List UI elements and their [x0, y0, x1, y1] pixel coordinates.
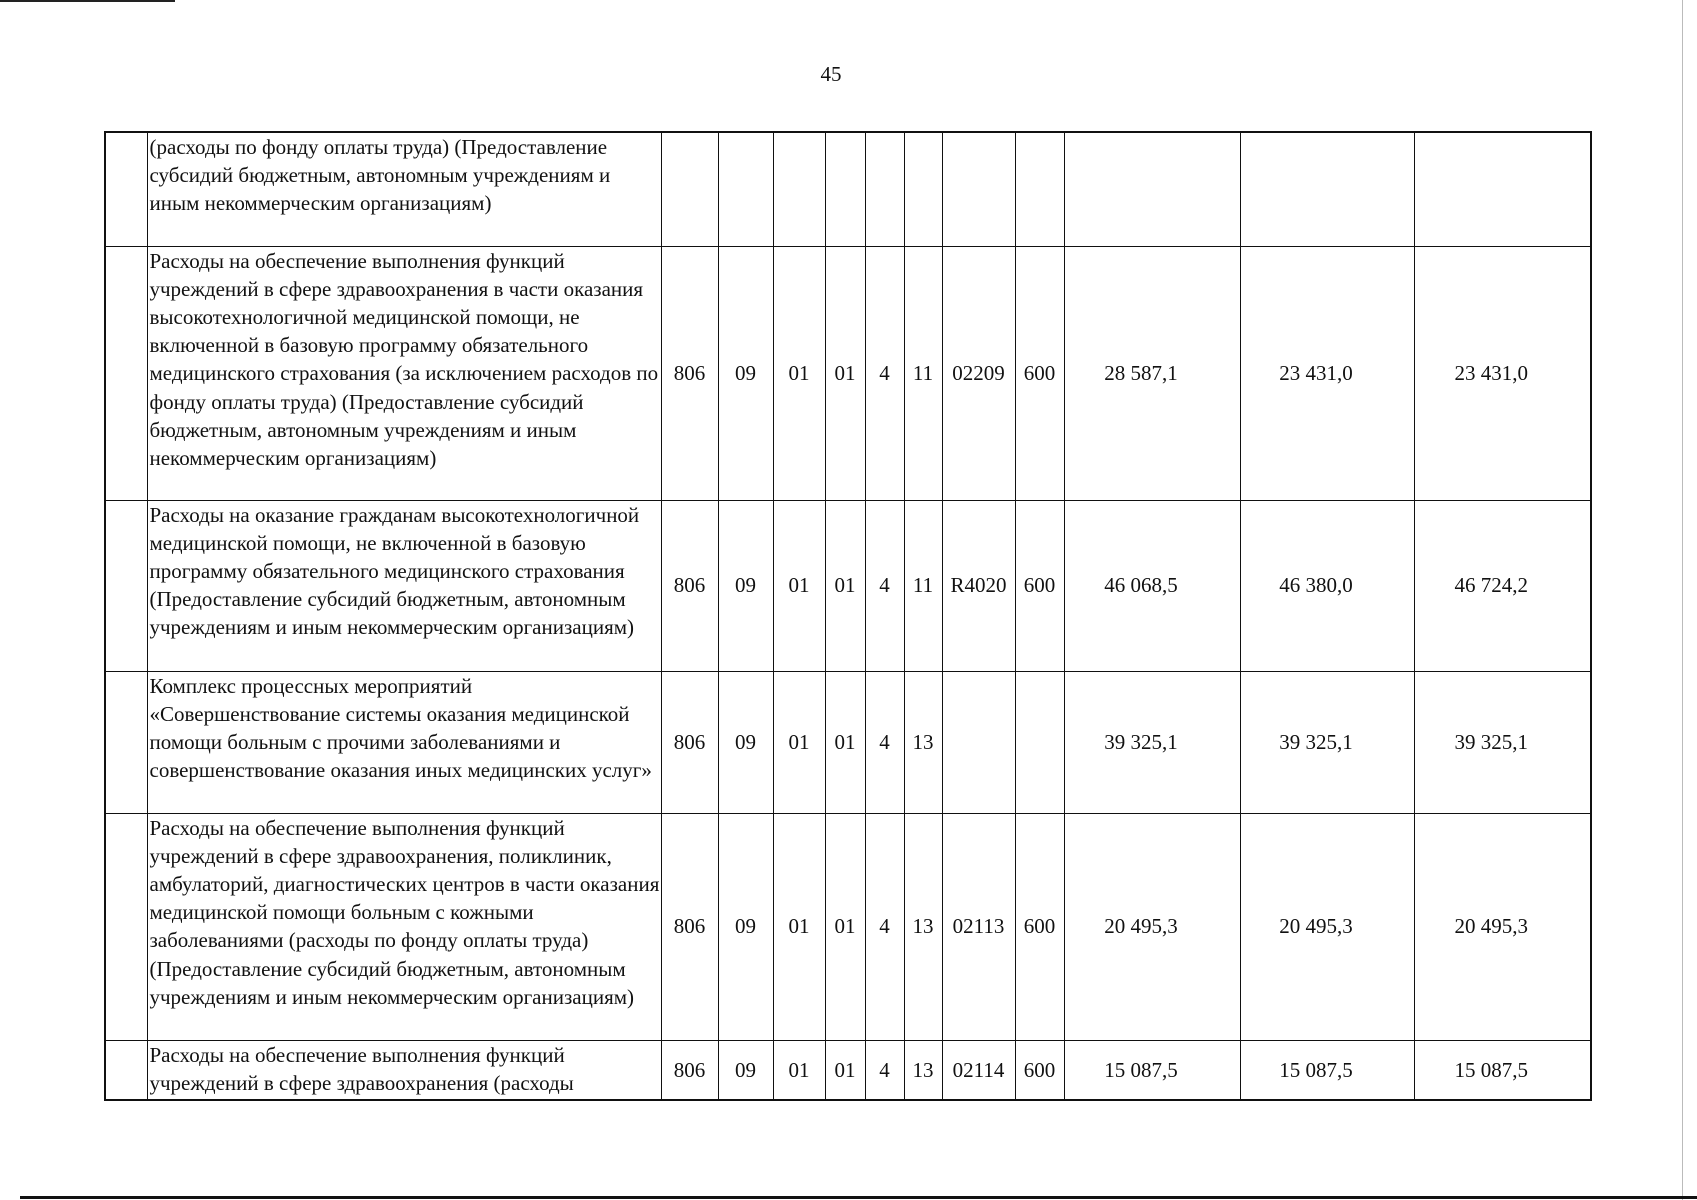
code-program: 01	[825, 1040, 865, 1100]
code-program-type: 4	[865, 246, 904, 500]
code-program-type: 4	[865, 671, 904, 813]
description-cell: Расходы на оказание гражданам высокотехнологичной медицинской помощи, не включенной в базовую программу обязательного медицинского страхования (Предоставление субсидий бюджетным, автономным учреждениям и иным некоммерческим организациям)	[147, 500, 661, 671]
amount-year-3: 46 724,2	[1414, 500, 1591, 671]
code-subprogram: 11	[904, 500, 942, 671]
amount-year-3: 23 431,0	[1414, 246, 1591, 500]
code-section: 09	[718, 246, 773, 500]
code-section	[718, 132, 773, 246]
code-subprogram: 13	[904, 1040, 942, 1100]
description-cell: Расходы на обеспечение выполнения функций учреждений в сфере здравоохранения, поликлиник, амбулаторий, диагностических центров в части оказания медицинской помощи больным с кожными заболеваниями (расходы по фонду оплаты труда) (Предоставление субсидий бюджетным, автономным учреждениям и иным некоммерческим организациям)	[147, 813, 661, 1040]
code-program	[825, 132, 865, 246]
table-row	[105, 132, 1591, 246]
code-subprogram: 13	[904, 813, 942, 1040]
amount-year-2: 46 380,0	[1240, 500, 1414, 671]
code-direction: 02113	[942, 813, 1015, 1040]
code-section: 09	[718, 671, 773, 813]
code-expense-type: 600	[1015, 1040, 1064, 1100]
code-direction: 02209	[942, 246, 1015, 500]
code-chapter: 806	[661, 500, 718, 671]
amount-year-3	[1414, 132, 1591, 246]
table-row	[105, 500, 1591, 671]
code-program: 01	[825, 500, 865, 671]
code-program: 01	[825, 671, 865, 813]
page-number: 45	[820, 62, 842, 86]
table-row	[105, 813, 1591, 1040]
code-program: 01	[825, 813, 865, 1040]
description-cell: Расходы на обеспечение выполнения функций учреждений в сфере здравоохранения (расходы	[147, 1040, 661, 1100]
code-expense-type	[1015, 671, 1064, 813]
code-subsection: 01	[773, 813, 825, 1040]
code-subsection: 01	[773, 1040, 825, 1100]
amount-year-3: 39 325,1	[1414, 671, 1591, 813]
code-direction	[942, 671, 1015, 813]
code-chapter: 806	[661, 813, 718, 1040]
code-direction: R4020	[942, 500, 1015, 671]
amount-year-2: 20 495,3	[1240, 813, 1414, 1040]
amount-year-1: 20 495,3	[1064, 813, 1240, 1040]
row-index-cell	[105, 1040, 147, 1100]
amount-year-3: 15 087,5	[1414, 1040, 1591, 1100]
code-chapter: 806	[661, 671, 718, 813]
amount-year-3: 20 495,3	[1414, 813, 1591, 1040]
table-row	[105, 246, 1591, 500]
amount-year-1: 39 325,1	[1064, 671, 1240, 813]
code-subprogram	[904, 132, 942, 246]
amount-year-1	[1064, 132, 1240, 246]
code-section: 09	[718, 500, 773, 671]
code-subsection: 01	[773, 246, 825, 500]
row-index-cell	[105, 671, 147, 813]
code-program-type: 4	[865, 813, 904, 1040]
amount-year-2: 23 431,0	[1240, 246, 1414, 500]
amount-year-2: 39 325,1	[1240, 671, 1414, 813]
scan-border-bottom	[20, 1196, 1697, 1199]
description-cell: Комплекс процессных мероприятий «Совершенствование системы оказания медицинской помощи больным с прочими заболеваниями и совершенствование оказания иных медицинских услуг»	[147, 671, 661, 813]
code-program-type: 4	[865, 500, 904, 671]
code-subprogram: 13	[904, 671, 942, 813]
code-direction: 02114	[942, 1040, 1015, 1100]
amount-year-1: 15 087,5	[1064, 1040, 1240, 1100]
budget-table	[104, 131, 1592, 1101]
code-section: 09	[718, 1040, 773, 1100]
table-row	[105, 1040, 1591, 1100]
description-cell: Расходы на обеспечение выполнения функций учреждений в сфере здравоохранения в части оказания высокотехнологичной медицинской помощи, не включенной в базовую программу обязательного медицинского страхования (за исключением расходов по фонду оплаты труда) (Предоставление субсидий бюджетным, автономным учреждениям и иным некоммерческим организациям)	[147, 246, 661, 500]
code-chapter: 806	[661, 1040, 718, 1100]
row-index-cell	[105, 246, 147, 500]
code-section: 09	[718, 813, 773, 1040]
scan-border-right	[1682, 0, 1683, 1200]
row-index-cell	[105, 500, 147, 671]
amount-year-1: 46 068,5	[1064, 500, 1240, 671]
amount-year-1: 28 587,1	[1064, 246, 1240, 500]
code-chapter: 806	[661, 246, 718, 500]
amount-year-2	[1240, 132, 1414, 246]
code-subsection	[773, 132, 825, 246]
description-cell: (расходы по фонду оплаты труда) (Предоставление субсидий бюджетным, автономным учреждениям и иным некоммерческим организациям)	[147, 132, 661, 246]
code-expense-type: 600	[1015, 246, 1064, 500]
code-expense-type	[1015, 132, 1064, 246]
code-expense-type: 600	[1015, 813, 1064, 1040]
code-expense-type: 600	[1015, 500, 1064, 671]
table-row	[105, 671, 1591, 813]
code-program-type	[865, 132, 904, 246]
scan-border-top	[0, 0, 175, 2]
amount-year-2: 15 087,5	[1240, 1040, 1414, 1100]
row-index-cell	[105, 132, 147, 246]
code-subsection: 01	[773, 671, 825, 813]
row-index-cell	[105, 813, 147, 1040]
code-chapter	[661, 132, 718, 246]
code-direction	[942, 132, 1015, 246]
code-program-type: 4	[865, 1040, 904, 1100]
code-subprogram: 11	[904, 246, 942, 500]
code-subsection: 01	[773, 500, 825, 671]
code-program: 01	[825, 246, 865, 500]
